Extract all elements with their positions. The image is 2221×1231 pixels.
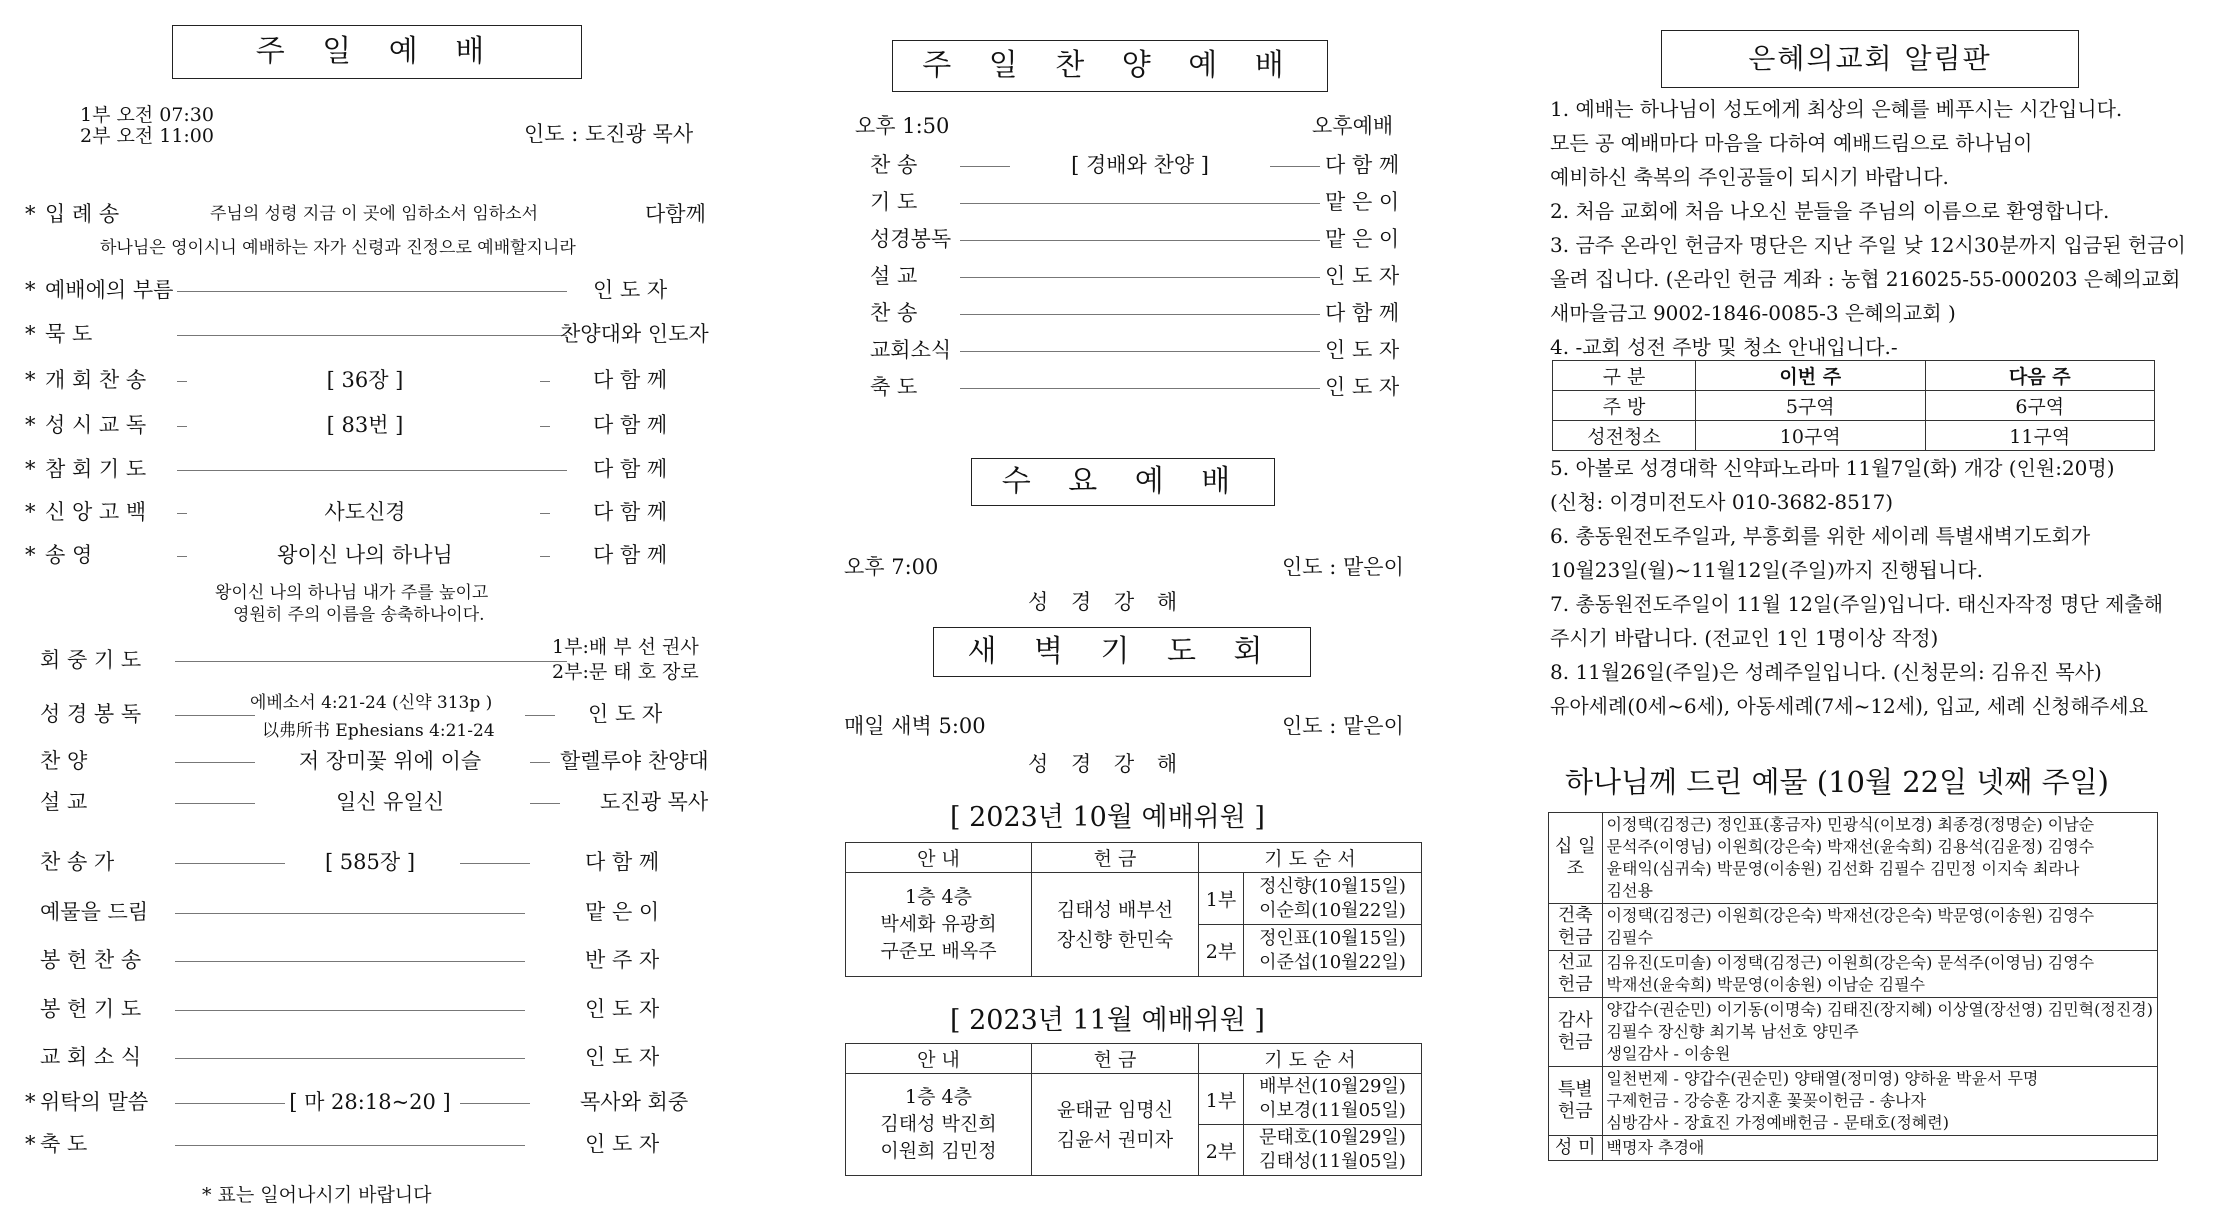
wednesday-leader: 인도 : 맡은이 — [1282, 555, 1404, 579]
divider-line — [960, 388, 1320, 389]
offering-names-2: 김윤서 권미자 — [1056, 1128, 1174, 1151]
prayer-part: 1부 — [1199, 873, 1244, 925]
praise-order-row — [870, 373, 1430, 401]
order-label: 위탁의 말씀 — [40, 1090, 149, 1114]
order-right: 다 함 께 — [1325, 301, 1400, 325]
reading-passage-en: 以弗所书 Ephesians 4:21-24 — [262, 721, 495, 741]
order-right: 다 함 께 — [585, 850, 660, 874]
offering-line: 백명자 추경애 — [1606, 1138, 1705, 1157]
guide-names-2: 구준모 배옥주 — [880, 940, 997, 962]
order-label: 축 도 — [870, 375, 918, 399]
divider-line — [540, 556, 550, 557]
order-label: 찬 송 — [870, 301, 918, 325]
divider-line — [960, 203, 1320, 204]
order-label: 참 회 기 도 — [45, 457, 147, 481]
order-right: 다함께 — [645, 202, 706, 226]
divider-line — [540, 381, 550, 382]
offering-names — [1602, 998, 2157, 1067]
col-offering: 헌 금 — [1032, 843, 1199, 873]
order-star: * — [25, 322, 36, 346]
offering-category: 특별헌금 — [1549, 1067, 1603, 1136]
notice-line: 5. 아볼로 성경대학 신약파노라마 11월7일(화) 개강 (인원:20명) — [1550, 456, 2115, 480]
order-right: 맡 은 이 — [585, 900, 660, 924]
notice-line: 주시기 바랍니다. (전교인 1인 1명이상 작정) — [1550, 626, 1939, 650]
divider-line — [175, 661, 567, 662]
prayer-name: 김태성(11월05일) — [1259, 1151, 1406, 1172]
order-label: 예물을 드림 — [40, 900, 149, 924]
prayer-names — [1244, 873, 1422, 925]
prayer-leader-2: 2부:문 태 호 장로 — [552, 661, 699, 683]
order-right: 맡 은 이 — [1325, 190, 1400, 214]
october-committee-table — [845, 842, 1422, 977]
service-time-2: 2부 오전 11:00 — [80, 125, 214, 147]
divider-line — [540, 426, 550, 427]
clean-cell: 11구역 — [1925, 421, 2155, 451]
order-row — [25, 848, 710, 876]
order-row-sermon — [25, 788, 710, 816]
prayer-part: 1부 — [1199, 1074, 1244, 1125]
order-mid: [ 마 28:18~20 ] — [289, 1090, 451, 1114]
order-label: 묵 도 — [45, 322, 93, 346]
praise-time: 오후 1:50 — [855, 114, 950, 138]
offering-line: 김유진(도미솔) 이정택(김정근) 이원희(강은숙) 문석주(이영님) 김영수 — [1606, 953, 2095, 972]
col-offering: 헌 금 — [1032, 1044, 1199, 1074]
offering-cell — [1032, 1074, 1199, 1176]
offering-line: 이정택(김정근) 이원희(강은숙) 박재선(강은숙) 박문영(이송원) 김영수 — [1606, 906, 2095, 925]
right-column — [1530, 0, 2220, 1231]
prayer-names — [1244, 1074, 1422, 1125]
divider-line — [460, 1103, 530, 1104]
offering-row — [1549, 1136, 2158, 1161]
order-mid: [ 83번 ] — [326, 413, 404, 437]
offering-row — [1549, 951, 2158, 998]
prayer-name: 이순희(10월22일) — [1259, 899, 1406, 921]
col-guide: 안 내 — [846, 843, 1032, 873]
order-label: 개 회 찬 송 — [45, 368, 147, 392]
order-mid: [ 585장 ] — [324, 850, 416, 874]
order-right: 다 함 께 — [593, 543, 668, 567]
november-committee-title: [ 2023년 11월 예배위원 ] — [950, 1005, 1265, 1036]
order-right: 맡 은 이 — [1325, 227, 1400, 251]
offering-names-2: 장신향 한민숙 — [1056, 928, 1174, 951]
divider-line — [175, 1145, 525, 1146]
offering-row — [1549, 813, 2158, 904]
offering-row — [1549, 998, 2158, 1067]
order-star: * — [25, 202, 36, 226]
order-mid: 일신 유일신 — [335, 790, 445, 814]
offering-names — [1602, 1067, 2157, 1136]
order-row — [25, 946, 710, 974]
prayer-name: 배부선(10월29일) — [1259, 1076, 1406, 1097]
divider-line — [960, 166, 1010, 167]
order-mid: 저 장미꽃 위에 이슬 — [298, 749, 482, 773]
divider-line — [175, 961, 525, 962]
order-right: 찬양대와 인도자 — [560, 322, 709, 346]
notice-line: 8. 11월26일(주일)은 성례주일입니다. (신청문의: 김유진 목사) — [1550, 660, 2102, 684]
prayer-leader-1: 1부:배 부 선 권사 — [552, 636, 699, 658]
order-star: * — [25, 278, 36, 302]
offering-table — [1548, 812, 2158, 1161]
order-label: 설 교 — [870, 264, 918, 288]
col-guide: 안 내 — [846, 1044, 1032, 1074]
offering-line: 김필수 장신향 최기복 남선호 양민주 — [1606, 1022, 1859, 1041]
order-row — [25, 200, 710, 228]
divider-line — [175, 1103, 285, 1104]
order-row — [25, 498, 710, 526]
order-label: 봉 헌 찬 송 — [40, 948, 142, 972]
order-label: 송 영 — [45, 543, 93, 567]
left-column — [0, 0, 720, 1231]
praise-worship-title: 주 일 찬 양 예 배 — [892, 40, 1328, 92]
praise-order-row — [870, 299, 1430, 327]
offering-row — [1549, 904, 2158, 951]
prayer-name: 이준섭(10월22일) — [1259, 951, 1406, 973]
divider-line — [960, 240, 1320, 241]
wednesday-time: 오후 7:00 — [844, 555, 939, 579]
clean-header: 이번 주 — [1696, 361, 1926, 391]
order-label: 찬 송 가 — [40, 850, 115, 874]
offering-line: 문석주(이영님) 이원희(강은숙) 박재선(윤숙희) 김용석(김윤정) 김영수 — [1606, 837, 2095, 856]
november-committee-table — [845, 1043, 1422, 1176]
order-right: 인 도 자 — [1325, 338, 1400, 362]
divider-line — [177, 426, 187, 427]
order-label: 성 시 교 독 — [45, 413, 147, 437]
divider-line — [175, 803, 255, 804]
guide-cell — [846, 1074, 1032, 1176]
order-right: 인 도 자 — [588, 702, 663, 726]
cleaning-table — [1552, 360, 2155, 451]
prayer-names — [1244, 1125, 1422, 1176]
order-row-anthem — [25, 747, 710, 775]
notice-line: 3. 금주 온라인 헌금자 명단은 지난 주일 낮 12시30분까지 입금된 헌금이 — [1550, 233, 2186, 257]
notice-line: 10월23일(월)~11월12일(주일)까지 진행됩니다. — [1550, 558, 1983, 582]
doxology-lyrics-2: 영원히 주의 이름을 송축하나이다. — [233, 605, 485, 625]
offering-line: 생일감사 - 이송원 — [1606, 1044, 1731, 1063]
divider-line — [175, 913, 525, 914]
divider-line — [960, 351, 1320, 352]
praise-order-row — [870, 188, 1430, 216]
sunday-worship-title: 주 일 예 배 — [172, 25, 582, 79]
offering-names — [1602, 813, 2157, 904]
offering-names-1: 윤태균 임명신 — [1056, 1098, 1174, 1121]
order-right: 도진광 목사 — [600, 790, 709, 814]
order-mid: 주님의 성령 지금 이 곳에 임하소서 임하소서 — [210, 204, 539, 224]
order-right: 다 함 께 — [1325, 153, 1400, 177]
order-label: 축 도 — [40, 1132, 88, 1156]
notice-line: 1. 예배는 하나님이 성도에게 최상의 은혜를 베푸시는 시간입니다. — [1550, 97, 2123, 121]
order-right: 목사와 회중 — [580, 1090, 689, 1114]
dawn-prayer-title: 새 벽 기 도 회 — [933, 627, 1311, 677]
divider-line — [1270, 166, 1320, 167]
order-right: 다 함 께 — [593, 413, 668, 437]
dawn-content: 성 경 강 해 — [1028, 752, 1186, 776]
notice-line: 7. 총동원전도주일이 11월 12일(주일)입니다. 태신자작정 명단 제출해 — [1550, 592, 2164, 616]
prayer-name: 정인표(10월15일) — [1259, 927, 1406, 949]
worship-leader: 인도 : 도진광 목사 — [524, 122, 694, 146]
offering-names — [1602, 904, 2157, 951]
divider-line — [530, 803, 560, 804]
order-label: 설 교 — [40, 790, 88, 814]
divider-line — [525, 715, 555, 716]
guide-floors: 1층 4층 — [905, 1086, 972, 1108]
divider-line — [177, 381, 187, 382]
order-star: * — [25, 368, 36, 392]
order-mid: [ 36장 ] — [326, 368, 404, 392]
order-right: 반 주 자 — [585, 948, 660, 972]
offering-line: 이정택(김정근) 정인표(홍금자) 민광식(이보경) 최종경(정명순) 이남순 — [1606, 815, 2095, 834]
order-label: 예배에의 부름 — [45, 278, 174, 302]
order-row — [25, 1088, 710, 1116]
praise-order-row — [870, 262, 1430, 290]
divider-line — [175, 1010, 525, 1011]
prayer-name: 문태호(10월29일) — [1259, 1127, 1406, 1148]
divider-line — [960, 314, 1320, 315]
guide-names-2: 이원희 김민정 — [880, 1140, 997, 1162]
divider-line — [177, 556, 187, 557]
order-right: 다 함 께 — [593, 368, 668, 392]
clean-cell: 6구역 — [1925, 391, 2155, 421]
offering-line: 구제헌금 - 강승훈 강지훈 꽃꽂이헌금 - 송나자 — [1606, 1091, 1927, 1110]
praise-order-row — [870, 225, 1430, 253]
order-row — [25, 411, 710, 439]
divider-line — [177, 291, 567, 292]
divider-line — [175, 1058, 525, 1059]
order-star: * — [25, 500, 36, 524]
praise-service: 오후예배 — [1312, 114, 1394, 138]
notice-line: 유아세례(0세~6세), 아동세례(7세~12세), 입교, 세례 신청해주세요 — [1550, 694, 2148, 718]
clean-cell: 주 방 — [1553, 391, 1696, 421]
guide-cell — [846, 873, 1032, 977]
order-star: * — [25, 1132, 36, 1156]
prayer-part: 2부 — [1199, 925, 1244, 977]
order-right: 다 함 께 — [593, 457, 668, 481]
praise-order-row — [870, 336, 1430, 364]
wednesday-content: 성 경 강 해 — [1028, 590, 1186, 614]
divider-line — [460, 863, 530, 864]
clean-cell: 성전청소 — [1553, 421, 1696, 451]
notice-line: 2. 처음 교회에 처음 나오신 분들을 주님의 이름으로 환영합니다. — [1550, 199, 2110, 223]
order-row — [25, 366, 710, 394]
order-row — [25, 320, 710, 348]
divider-line — [175, 715, 255, 716]
order-label: 성 경 봉 독 — [40, 702, 142, 726]
order-row — [25, 276, 710, 304]
offering-line: 김필수 — [1606, 928, 1653, 947]
order-label: 찬 송 — [870, 153, 918, 177]
notice-line: 예비하신 축복의 주인공들이 되시기 바랍니다. — [1550, 165, 1949, 189]
offering-line: 김선용 — [1606, 881, 1653, 900]
guide-floors: 1층 4층 — [905, 886, 972, 908]
offering-cell — [1032, 873, 1199, 977]
offering-names — [1602, 951, 2157, 998]
offering-category: 감사헌금 — [1549, 998, 1603, 1067]
order-label: 교 회 소 식 — [40, 1045, 142, 1069]
notice-line: 모든 공 예배마다 마음을 다하여 예배드림으로 하나님이 — [1550, 131, 2033, 155]
entrance-hymn-subtitle: 하나님은 영이시니 예배하는 자가 신령과 진정으로 예배할지니라 — [100, 238, 576, 258]
order-label: 신 앙 고 백 — [45, 500, 147, 524]
reading-passage-ko: 에베소서 4:21-24 (신약 313p ) — [250, 693, 493, 713]
order-right: 인 도 자 — [1325, 264, 1400, 288]
offering-line: 윤태익(심귀숙) 박문영(이송원) 김선화 김필수 김민정 이지숙 최라나 — [1606, 859, 2080, 878]
order-mid: 왕이신 나의 하나님 — [277, 543, 453, 567]
guide-names-1: 김태성 박진희 — [880, 1113, 997, 1135]
divider-line — [175, 863, 285, 864]
clean-header: 다음 주 — [1925, 361, 2155, 391]
order-row — [25, 995, 710, 1023]
order-row — [25, 1130, 710, 1158]
offering-line: 심방감사 - 장효진 가정예배헌금 - 문태호(정혜련) — [1606, 1113, 1949, 1132]
offering-row — [1549, 1067, 2158, 1136]
middle-column — [830, 0, 1450, 1231]
order-row — [25, 455, 710, 483]
order-star: * — [25, 457, 36, 481]
order-mid: [ 경배와 찬양 ] — [1071, 153, 1209, 177]
order-label: 봉 헌 기 도 — [40, 997, 142, 1021]
offering-title: 하나님께 드린 예물 (10월 22일 넷째 주일) — [1565, 765, 2109, 799]
order-right: 인 도 자 — [585, 1132, 660, 1156]
service-time-1: 1부 오전 07:30 — [80, 104, 214, 126]
order-star: * — [25, 413, 36, 437]
order-label: 입 례 송 — [45, 202, 120, 226]
col-prayer: 기 도 순 서 — [1199, 843, 1422, 873]
offering-names — [1602, 1136, 2157, 1161]
order-row — [25, 1043, 710, 1071]
dawn-time: 매일 새벽 5:00 — [844, 714, 986, 738]
offering-category: 선교헌금 — [1549, 951, 1603, 998]
order-right: 인 도 자 — [593, 278, 668, 302]
order-right: 할렐루야 찬양대 — [560, 749, 709, 773]
order-star: * — [25, 543, 36, 567]
wednesday-worship-title: 수 요 예 배 — [971, 458, 1275, 506]
standing-footnote: * 표는 일어나시기 바랍니다 — [202, 1184, 432, 1206]
order-label: 성경봉독 — [870, 227, 952, 251]
divider-line — [175, 762, 255, 763]
divider-line — [530, 762, 550, 763]
divider-line — [177, 470, 567, 471]
order-right: 인 도 자 — [1325, 375, 1400, 399]
praise-order-row — [870, 151, 1430, 179]
notice-line: 6. 총동원전도주일과, 부흥회를 위한 세이레 특별새벽기도회가 — [1550, 524, 2091, 548]
notice-line: 새마을금고 9002-1846-0085-3 은혜의교회 ) — [1550, 301, 1956, 325]
notice-line: 올려 집니다. (온라인 헌금 계좌 : 농협 216025-55-000203 은혜의교회 — [1550, 267, 2181, 291]
divider-line — [960, 277, 1320, 278]
order-label: 교회소식 — [870, 338, 952, 362]
order-row — [25, 541, 710, 569]
guide-names-1: 박세화 유광희 — [880, 913, 997, 935]
divider-line — [540, 513, 550, 514]
clean-cell: 5구역 — [1696, 391, 1926, 421]
offering-names-1: 김태성 배부선 — [1056, 898, 1174, 921]
divider-line — [177, 335, 567, 336]
order-right: 다 함 께 — [593, 500, 668, 524]
clean-cell: 10구역 — [1696, 421, 1926, 451]
offering-line: 박재선(윤숙희) 박문영(이송원) 이남순 김필수 — [1606, 975, 1925, 994]
order-star: * — [25, 1090, 36, 1114]
dawn-leader: 인도 : 맡은이 — [1282, 714, 1404, 738]
order-label: 기 도 — [870, 190, 918, 214]
offering-category: 성 미 — [1549, 1136, 1603, 1161]
order-right: 인 도 자 — [585, 997, 660, 1021]
col-prayer: 기 도 순 서 — [1199, 1044, 1422, 1074]
prayer-name: 정신향(10월15일) — [1259, 875, 1406, 897]
order-right: 인 도 자 — [585, 1045, 660, 1069]
order-row — [25, 898, 710, 926]
offering-category: 십 일 조 — [1549, 813, 1603, 904]
doxology-lyrics-1: 왕이신 나의 하나님 내가 주를 높이고 — [215, 583, 489, 603]
divider-line — [177, 513, 187, 514]
notice-line: 4. -교회 성전 주방 및 청소 안내입니다.- — [1550, 335, 1898, 359]
notice-board-title: 은혜의교회 알림판 — [1661, 30, 2079, 88]
order-mid: 사도신경 — [324, 500, 406, 524]
prayer-names — [1244, 925, 1422, 977]
offering-line: 일천번제 - 양갑수(권순민) 양태열(정미영) 양하윤 박윤서 무명 — [1606, 1069, 2039, 1088]
notice-line: (신청: 이경미전도사 010-3682-8517) — [1550, 490, 1894, 514]
order-label: 회 중 기 도 — [40, 648, 142, 672]
prayer-part: 2부 — [1199, 1125, 1244, 1176]
offering-category: 건축헌금 — [1549, 904, 1603, 951]
order-label: 찬 양 — [40, 749, 88, 773]
offering-line: 양갑수(권순민) 이기동(이명숙) 김태진(장지혜) 이상열(장선영) 김민혁(정진경) — [1606, 1000, 2153, 1019]
prayer-name: 이보경(11월05일) — [1259, 1100, 1406, 1121]
october-committee-title: [ 2023년 10월 예배위원 ] — [950, 802, 1265, 833]
clean-header: 구 분 — [1553, 361, 1696, 391]
